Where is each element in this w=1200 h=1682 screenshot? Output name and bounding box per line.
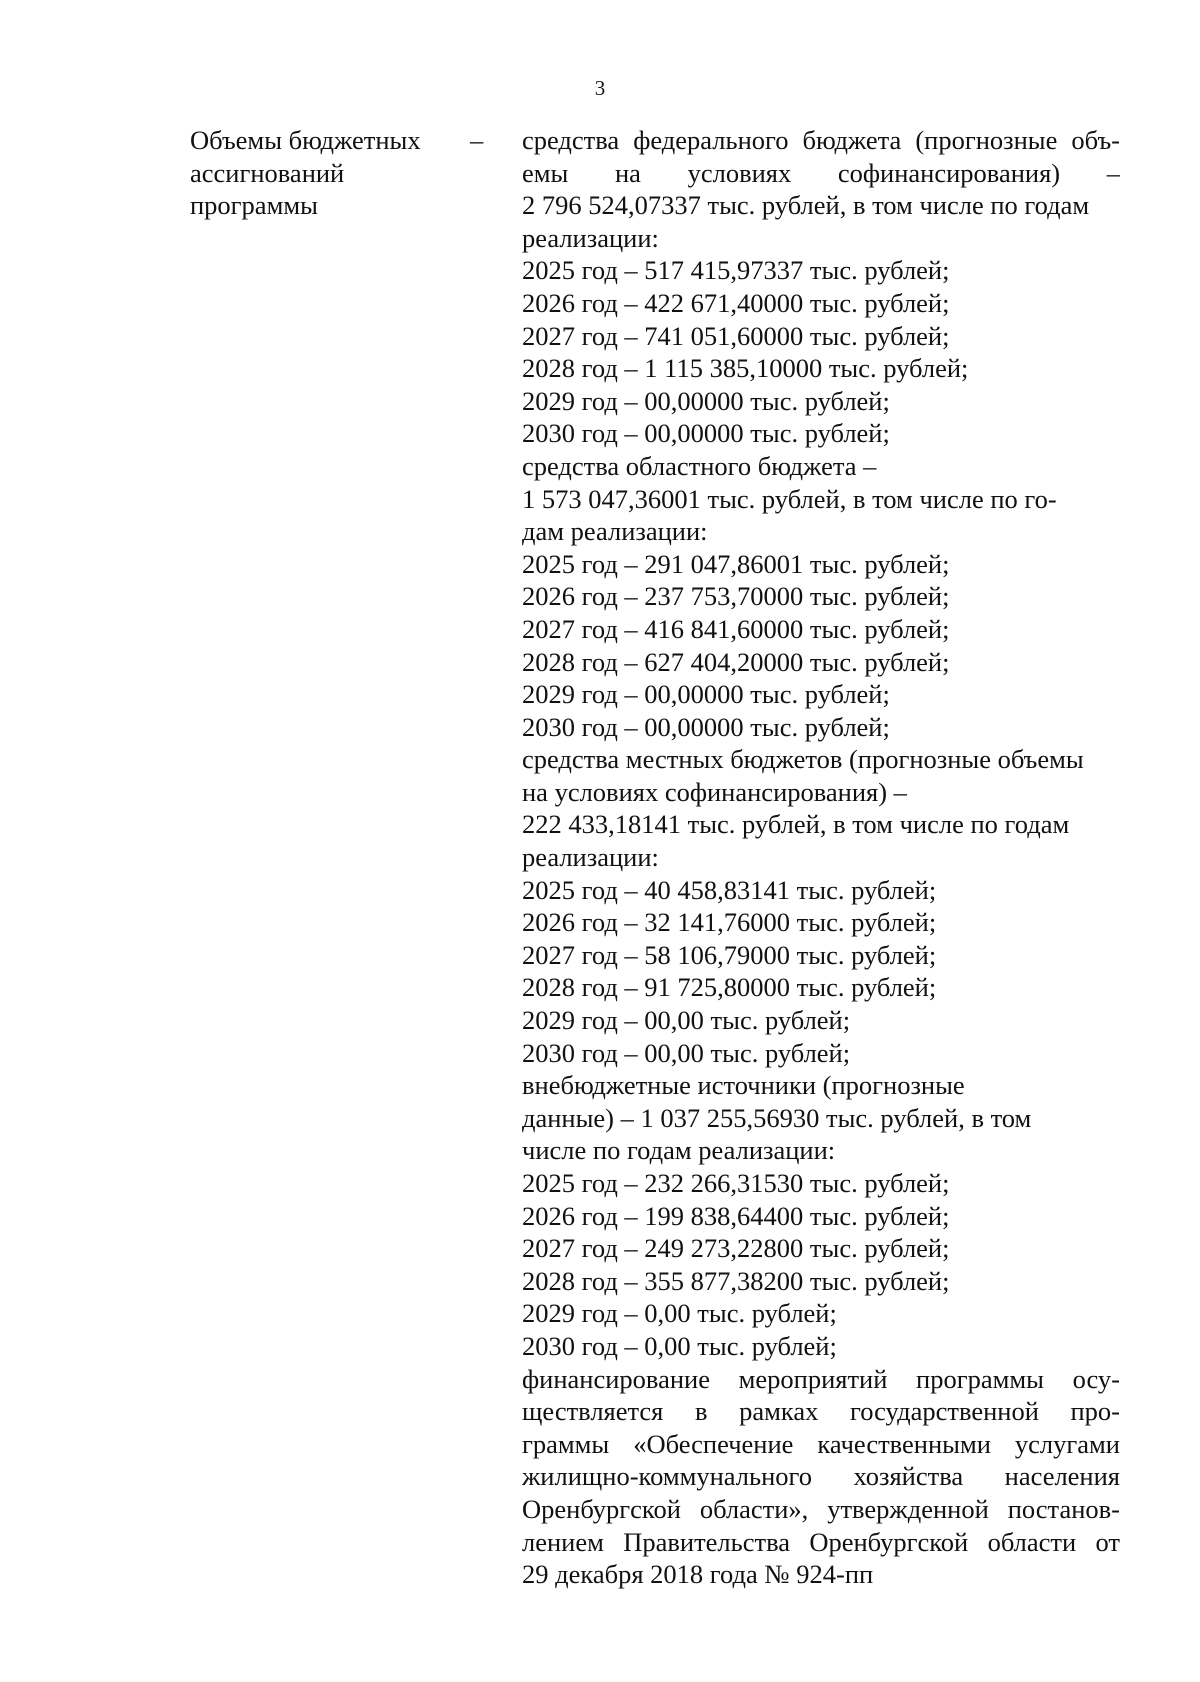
text-line: 2027 год – 416 841,60000 тыс. рублей;	[522, 613, 950, 644]
text-line: на условиях софинансирования) –	[522, 776, 907, 807]
section-label-line: Объемы бюджетных	[190, 125, 421, 155]
text-line: 2028 год – 355 877,38200 тыс. рублей;	[522, 1265, 950, 1296]
text-line: 29 декабря 2018 года № 924-пп	[522, 1559, 874, 1590]
budget-allocations-text	[522, 124, 1120, 1591]
text-line: 2025 год – 291 047,86001 тыс. рублей;	[522, 548, 950, 579]
text-line: емы на условиях софинансирования) –	[522, 157, 1120, 188]
section-label	[190, 124, 460, 222]
text-line: 1 573 047,36001 тыс. рублей, в том числе по го-	[522, 483, 1057, 514]
text-line: жилищно-коммунального хозяйства населения	[522, 1461, 1120, 1492]
text-line: дам реализации:	[522, 516, 708, 547]
text-line: внебюджетные источники (прогнозные	[522, 1070, 965, 1101]
text-line: 2028 год – 1 115 385,10000 тыс. рублей;	[522, 353, 969, 384]
text-line: 2027 год – 741 051,60000 тыс. рублей;	[522, 320, 950, 351]
section-label-line: программы	[190, 190, 318, 221]
text-line: реализации:	[522, 222, 659, 253]
text-line: 2029 год – 00,00 тыс. рублей;	[522, 1005, 851, 1036]
text-line: 2029 год – 00,00000 тыс. рублей;	[522, 679, 890, 710]
text-line: 2025 год – 517 415,97337 тыс. рублей;	[522, 255, 950, 286]
text-line: 2029 год – 00,00000 тыс. рублей;	[522, 385, 890, 416]
text-line: 2026 год – 422 671,40000 тыс. рублей;	[522, 287, 950, 318]
text-line: Оренбургской области», утвержденной постанов-	[522, 1493, 1120, 1524]
text-line: 2 796 524,07337 тыс. рублей, в том числе по годам	[522, 190, 1090, 221]
label-separator-dash: –	[470, 125, 484, 155]
text-line: средства областного бюджета –	[522, 450, 877, 481]
text-line: 2030 год – 00,00000 тыс. рублей;	[522, 711, 890, 742]
text-line: средства федерального бюджета (прогнозные объ-	[522, 125, 1120, 155]
section-label-line: ассигнований	[190, 157, 345, 188]
text-line: ществляется в рамках государственной про-	[522, 1396, 1120, 1427]
text-line: 2028 год – 627 404,20000 тыс. рублей;	[522, 646, 950, 677]
text-line: средства местных бюджетов (прогнозные объемы	[522, 744, 1084, 775]
text-line: 2026 год – 199 838,64400 тыс. рублей;	[522, 1200, 950, 1231]
text-line: 2029 год – 0,00 тыс. рублей;	[522, 1298, 837, 1329]
text-line: 2030 год – 00,00000 тыс. рублей;	[522, 418, 890, 449]
text-line: 2027 год – 249 273,22800 тыс. рублей;	[522, 1233, 950, 1264]
text-line: 2025 год – 40 458,83141 тыс. рублей;	[522, 874, 937, 905]
text-line: 2026 год – 32 141,76000 тыс. рублей;	[522, 907, 937, 938]
text-line: реализации:	[522, 842, 659, 873]
text-line: данные) – 1 037 255,56930 тыс. рублей, в том	[522, 1102, 1032, 1133]
text-line: 2030 год – 0,00 тыс. рублей;	[522, 1330, 837, 1361]
text-line: 2030 год – 00,00 тыс. рублей;	[522, 1037, 851, 1068]
text-line: 2025 год – 232 266,31530 тыс. рублей;	[522, 1168, 950, 1198]
text-line: 2027 год – 58 106,79000 тыс. рублей;	[522, 939, 937, 970]
page-number: 3	[594, 76, 606, 100]
text-line: лением Правительства Оренбургской области от	[522, 1526, 1120, 1557]
text-line: 222 433,18141 тыс. рублей, в том числе по годам	[522, 809, 1070, 840]
text-line: граммы «Обеспечение качественными услугами	[522, 1428, 1120, 1459]
text-line: 2026 год – 237 753,70000 тыс. рублей;	[522, 581, 950, 612]
text-line: числе по годам реализации:	[522, 1135, 836, 1166]
text-line: финансирование мероприятий программы осу-	[522, 1363, 1120, 1394]
text-line: 2028 год – 91 725,80000 тыс. рублей;	[522, 972, 937, 1003]
